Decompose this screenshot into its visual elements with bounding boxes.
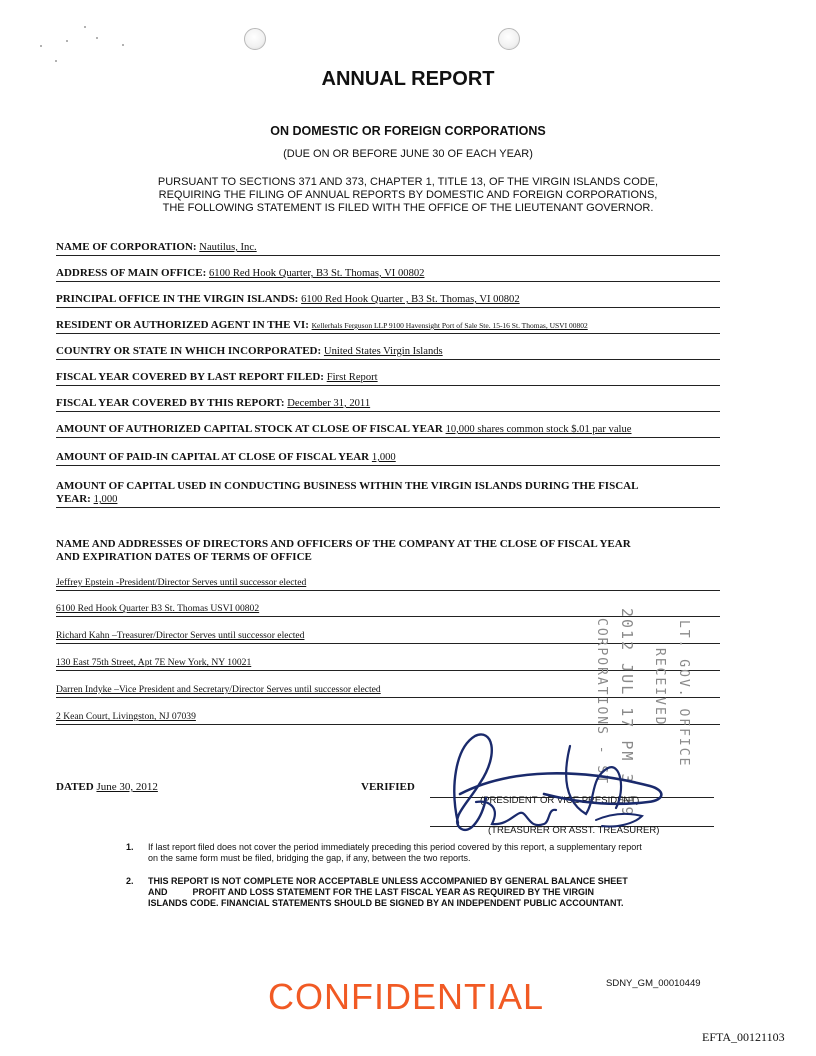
field-value: First Report — [326, 372, 378, 383]
field-last-fiscal-year — [56, 370, 720, 386]
pursuant-line: REQUIRING THE FILING OF ANNUAL REPORTS BY DOMESTIC AND FOREIGN CORPORATIONS, — [158, 189, 658, 201]
field-incorporation-place — [56, 344, 720, 360]
field-label: PRINCIPAL OFFICE IN THE VIRGIN ISLANDS: — [56, 293, 299, 305]
field-label: FISCAL YEAR COVERED BY THIS REPORT: — [56, 397, 285, 409]
due-date-note: (DUE ON OR BEFORE JUNE 30 OF EACH YEAR) — [283, 148, 533, 160]
field-label: FISCAL YEAR COVERED BY LAST REPORT FILED: — [56, 371, 324, 383]
dated-label: DATED — [56, 781, 94, 793]
field-label: AMOUNT OF AUTHORIZED CAPITAL STOCK AT CLOSE OF FISCAL YEAR — [56, 423, 443, 435]
field-label: AMOUNT OF PAID-IN CAPITAL AT CLOSE OF FISCAL YEAR — [56, 451, 370, 463]
stamp-date: 2012 JUL 17 PM 3 19 — [618, 608, 636, 818]
field-value: Kellerhals Ferguson LLP 9100 Havensight Port of Sale Ste. 15-16 St. Thomas, USVI 00802 — [311, 321, 588, 330]
field-label: YEAR: — [56, 493, 91, 505]
field-main-office-address — [56, 266, 720, 282]
heading-line: NAME AND ADDRESSES OF DIRECTORS AND OFFICERS OF THE COMPANY AT THE CLOSE OF FISCAL YEAR — [56, 538, 631, 550]
note-line: THIS REPORT IS NOT COMPLETE NOR ACCEPTABLE UNLESS ACCOMPANIED BY GENERAL BALANCE SHEET — [148, 876, 628, 886]
field-value: Nautilus, Inc. — [199, 242, 257, 253]
field-this-fiscal-year — [56, 396, 720, 412]
field-label: RESIDENT OR AUTHORIZED AGENT IN THE VI: — [56, 319, 309, 331]
stamp-office: LT. GOV. OFFICE — [676, 620, 691, 768]
page-title: ANNUAL REPORT — [321, 68, 495, 90]
note-line: ISLANDS CODE. FINANCIAL STATEMENTS SHOULD BE SIGNED BY AN INDEPENDENT PUBLIC ACCOUNTANT. — [148, 898, 624, 908]
field-corporation-name — [56, 240, 720, 256]
dated-field — [56, 781, 158, 793]
handwritten-signature — [420, 728, 720, 838]
note-line: If last report filed does not cover the period immediately preceding this period covered by this report, a supplementary report — [148, 842, 642, 852]
field-label: ADDRESS OF MAIN OFFICE: — [56, 267, 207, 279]
director-text: 6100 Red Hook Quarter B3 St. Thomas USVI 00802 — [56, 603, 260, 614]
pursuant-statement — [0, 176, 816, 215]
treasurer-caption: (TREASURER OR ASST. TREASURER) — [488, 825, 660, 836]
field-value: 1,000 — [93, 494, 118, 505]
note-number: 2. — [126, 876, 134, 886]
note-line: AND PROFIT AND LOSS STATEMENT FOR THE LAST FISCAL YEAR AS REQUIRED BY THE VIRGIN — [148, 887, 595, 897]
scan-speck — [96, 37, 98, 39]
punch-hole-right — [498, 28, 520, 50]
field-resident-agent — [56, 318, 720, 334]
scan-speck — [66, 40, 68, 42]
director-text: Darren Indyke –Vice President and Secretary/Director Serves until successor elected — [56, 684, 381, 695]
director-line — [56, 576, 720, 591]
field-value: 1,000 — [371, 452, 396, 463]
president-caption: (PRESIDENT OR VICE PRESIDENT) — [480, 795, 640, 806]
scan-speck — [40, 45, 42, 47]
director-text: 2 Kean Court, Livingston, NJ 07039 — [56, 711, 196, 722]
pursuant-line: PURSUANT TO SECTIONS 371 AND 373, CHAPTER 1, TITLE 13, OF THE VIRGIN ISLANDS CODE, — [157, 176, 659, 188]
note-1 — [126, 842, 728, 864]
bates-number: SDNY_GM_00010449 — [606, 978, 701, 989]
field-label: NAME OF CORPORATION: — [56, 241, 197, 253]
field-value: December 31, 2011 — [287, 398, 371, 409]
stamp-department: CORPORATIONS - ST — [594, 618, 609, 786]
efta-number: EFTA_00121103 — [702, 1030, 785, 1044]
director-text: Jeffrey Epstein -President/Director Serves until successor elected — [56, 577, 307, 588]
scan-speck — [84, 26, 86, 28]
field-label: AMOUNT OF CAPITAL USED IN CONDUCTING BUSINESS WITHIN THE VIRGIN ISLANDS DURING THE FISCAL — [56, 480, 639, 492]
note-2 — [126, 876, 728, 909]
field-value: 6100 Red Hook Quarter, B3 St. Thomas, VI 00802 — [209, 268, 425, 279]
field-line — [56, 493, 720, 508]
director-text: Richard Kahn –Treasurer/Director Serves until successor elected — [56, 630, 305, 641]
field-value: 6100 Red Hook Quarter , B3 St. Thomas, VI 00802 — [301, 294, 520, 305]
note-number: 1. — [126, 842, 134, 852]
field-principal-office-vi — [56, 292, 720, 308]
heading-line: AND EXPIRATION DATES OF TERMS OF OFFICE — [56, 551, 312, 563]
scan-speck — [122, 44, 124, 46]
page-subtitle: ON DOMESTIC OR FOREIGN CORPORATIONS — [270, 124, 546, 138]
field-authorized-capital — [56, 422, 720, 438]
directors-heading — [56, 538, 736, 564]
scan-speck — [55, 60, 57, 62]
director-text: 130 East 75th Street, Apt 7E New York, NY 10021 — [56, 657, 252, 668]
dated-value: June 30, 2012 — [96, 781, 158, 793]
note-line: on the same form must be filed, bridging the gap, if any, between the two reports. — [148, 853, 471, 863]
field-paid-in-capital — [56, 450, 720, 466]
field-value: 10,000 shares common stock $.01 par value — [445, 424, 632, 435]
punch-hole-left — [244, 28, 266, 50]
pursuant-line: THE FOLLOWING STATEMENT IS FILED WITH THE OFFICE OF THE LIEUTENANT GOVERNOR. — [162, 202, 654, 214]
field-value: United States Virgin Islands — [323, 346, 443, 357]
confidential-watermark: CONFIDENTIAL — [268, 976, 545, 1017]
stamp-received: RECEIVED — [652, 648, 667, 727]
field-label: COUNTRY OR STATE IN WHICH INCORPORATED: — [56, 345, 322, 357]
verified-label: VERIFIED — [361, 781, 415, 793]
field-capital-used — [56, 480, 720, 508]
